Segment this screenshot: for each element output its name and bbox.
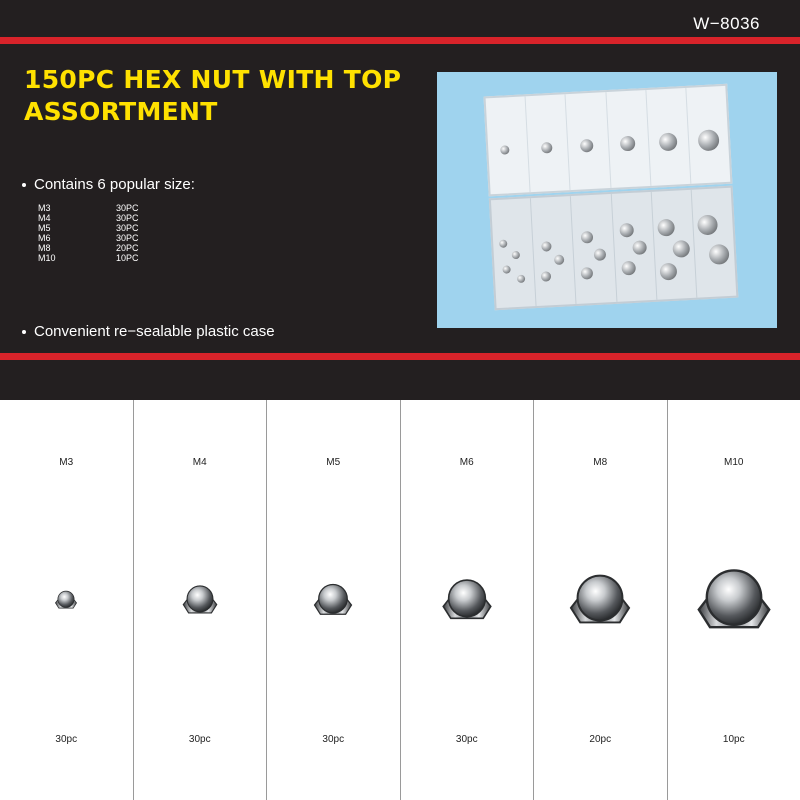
acorn-nut-icon <box>440 573 494 627</box>
feature-case <box>22 323 275 340</box>
compartment-label: M8 <box>593 457 608 468</box>
product-title <box>24 64 424 128</box>
compartment-count: 10pc <box>722 734 745 745</box>
title-line-2: ASSORTMENT <box>24 97 218 126</box>
size-qty: 10PC <box>116 253 139 263</box>
feature-sizes <box>22 176 195 193</box>
size-name: M8 <box>38 243 51 253</box>
compartment-m4 <box>134 400 268 800</box>
red-stripe-bottom <box>0 353 800 360</box>
size-row <box>38 253 139 263</box>
size-table <box>38 203 139 263</box>
red-stripe-top <box>0 37 800 44</box>
size-name: M6 <box>38 233 51 243</box>
compartment-label: M3 <box>59 457 74 468</box>
bullet-dot-icon <box>22 183 26 187</box>
compartment-count: 30pc <box>188 734 211 745</box>
compartment-m6 <box>401 400 535 800</box>
size-row <box>38 203 139 213</box>
size-name: M5 <box>38 223 51 233</box>
compartment-strip <box>0 400 800 800</box>
acorn-nut-icon <box>694 560 774 640</box>
compartment-m10 <box>668 400 800 800</box>
size-qty: 30PC <box>116 213 139 223</box>
size-qty: 30PC <box>116 203 139 213</box>
size-name: M3 <box>38 203 51 213</box>
compartment-count: 20pc <box>589 734 612 745</box>
compartment-label: M6 <box>459 457 474 468</box>
compartment-count: 30pc <box>322 734 345 745</box>
compartment-m8 <box>534 400 668 800</box>
feature-sizes-text: Contains 6 popular size: <box>34 176 195 193</box>
size-qty: 30PC <box>116 223 139 233</box>
size-qty: 30PC <box>116 233 139 243</box>
size-row <box>38 233 139 243</box>
size-qty: 20PC <box>116 243 139 253</box>
size-row <box>38 213 139 223</box>
product-photo <box>437 72 777 328</box>
size-row <box>38 243 139 253</box>
size-name: M4 <box>38 213 51 223</box>
compartment-label: M5 <box>326 457 341 468</box>
compartment-label: M4 <box>192 457 207 468</box>
plastic-case-image <box>484 84 739 312</box>
acorn-nut-icon <box>567 567 633 633</box>
bullet-dot-icon <box>22 330 26 334</box>
size-row <box>38 223 139 233</box>
case-lid <box>484 84 733 197</box>
size-name: M10 <box>38 253 56 263</box>
acorn-nut-icon <box>181 581 219 619</box>
model-number: W−8036 <box>693 14 760 33</box>
compartment-label: M10 <box>724 457 744 468</box>
compartment-count: 30pc <box>55 734 78 745</box>
title-line-1: 150PC HEX NUT WITH TOP <box>24 65 402 94</box>
compartment-m3 <box>0 400 134 800</box>
acorn-nut-icon <box>312 579 354 621</box>
acorn-nut-icon <box>54 588 78 612</box>
case-tray <box>489 186 739 311</box>
compartment-count: 30pc <box>455 734 478 745</box>
feature-case-text: Convenient re−sealable plastic case <box>34 323 275 340</box>
compartment-m5 <box>267 400 401 800</box>
